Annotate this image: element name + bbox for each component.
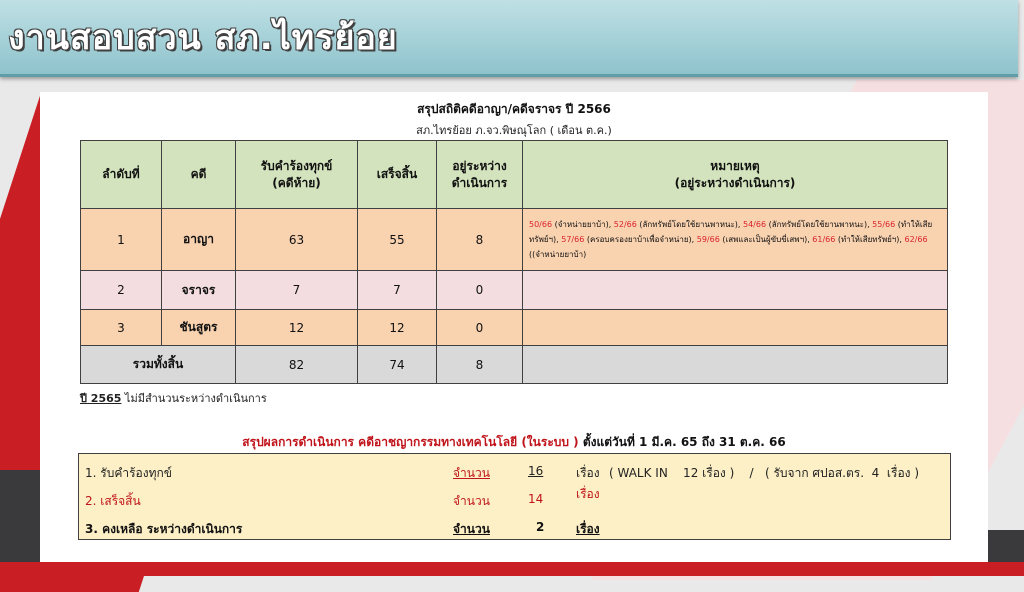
summary-title: สรุปผลการดำเนินการ คดีอาชญากรรมทางเทคโนโลยี (ในระบบ ) ตั้งแต่วันที่ 1 มี.ค. 65 ถึง 31 ต.ค. 66 (242, 435, 786, 449)
summary-done-qty-label: จำนวน (453, 494, 490, 508)
report-document (40, 92, 988, 562)
summary-done-qty: 14 (528, 492, 544, 506)
col-header-received: รับคำร้องทุกข์ (คดีห้าย) (236, 141, 358, 209)
summary-received-unit: เรื่อง (576, 466, 600, 480)
slide-title: งานสอบสวน สภ.ไทรย้อย (8, 18, 398, 58)
summary-received-qty: 16 (528, 464, 544, 478)
col-header-case: คดี (162, 141, 236, 209)
pending-notes-cell: 50/66 (จำหน่ายยาบ้า), 52/66 (ลักทรัพย์โดยใช้ยานพาหนะ), 54/66 (ลักทรัพย์โดยใช้ยานพาหนะ), 55/66 (ทำให้เสียทรัพย์ฯ), 57/66 (ครอบครองยาบ้าเพื่อจำหน่าย), 59/66 (เสพและเป็นผู้ขับขี่เสพฯ), 61/66 (ทำให้เสียทรัพย์ฯ), 62/66 ((จำหน่ายยาบ้า) (523, 209, 948, 271)
summary-done-label: 2. เสร็จสิ้น (85, 494, 141, 508)
summary-remaining-qty: 2 (536, 520, 545, 534)
table-row: 3 ชันสูตร 12 12 0 (81, 310, 948, 346)
summary-remaining-label: 3. คงเหลือ ระหว่างดำเนินการ (85, 522, 243, 536)
table-row: 2 จราจร 7 7 0 (81, 271, 948, 310)
table-header-row (81, 141, 948, 209)
summary-done-unit: เรื่อง (576, 487, 600, 501)
col-header-note: หมายเหตุ (อยู่ระหว่างดำเนินการ) (523, 141, 948, 209)
background-red-bottom-bar (0, 562, 1024, 576)
background-dark-left-shape (0, 470, 40, 576)
report-subtitle: สภ.ไทรย้อย ภ.จว.พิษณุโลก ( เดือน ต.ค.) (416, 124, 612, 137)
col-header-done: เสร็จสิ้น (358, 141, 437, 209)
footnote: ปี 2565 ไม่มีสำนวนระหว่างดำเนินการ (80, 392, 267, 405)
summary-received-detail: ( WALK IN 12 เรื่อง ) / ( รับจาก ศปอส.ตร. 4 เรื่อง ) (609, 466, 920, 480)
summary-remaining-qty-label: จำนวน (453, 522, 490, 536)
table-total-row: รวมทั้งสิ้น 82 74 8 (81, 346, 948, 384)
report-title: สรุปสถิติคดีอาญา/คดีจราจร ปี 2566 (417, 102, 611, 116)
statistics-table (80, 140, 948, 384)
col-header-seq: ลำดับที่ (81, 141, 162, 209)
summary-received-label: 1. รับคำร้องทุกข์ (85, 466, 172, 480)
summary-received-qty-label: จำนวน (453, 466, 490, 480)
table-row: 1 อาญา 63 55 8 50/66 (จำหน่ายยาบ้า), 52/66 (ลักทรัพย์โดยใช้ยานพาหนะ), 54/66 (ลักทรัพย์โดยใช้ยานพาหนะ), 55/66 (ทำให้เสียทรัพย์ฯ), 57/66 (ครอบครองยาบ้าเพื่อจำหน่าย), 59/66 (เสพและเป็นผู้ขับขี่เสพฯ), 61/66 (ทำให้เสียทรัพย์ฯ), 62/66 ((จำหน่ายยาบ้า) (81, 209, 948, 271)
slide-header (0, 0, 1018, 77)
summary-box (78, 453, 951, 540)
col-header-pending: อยู่ระหว่าง ดำเนินการ (437, 141, 523, 209)
summary-remaining-unit: เรื่อง (576, 522, 600, 536)
